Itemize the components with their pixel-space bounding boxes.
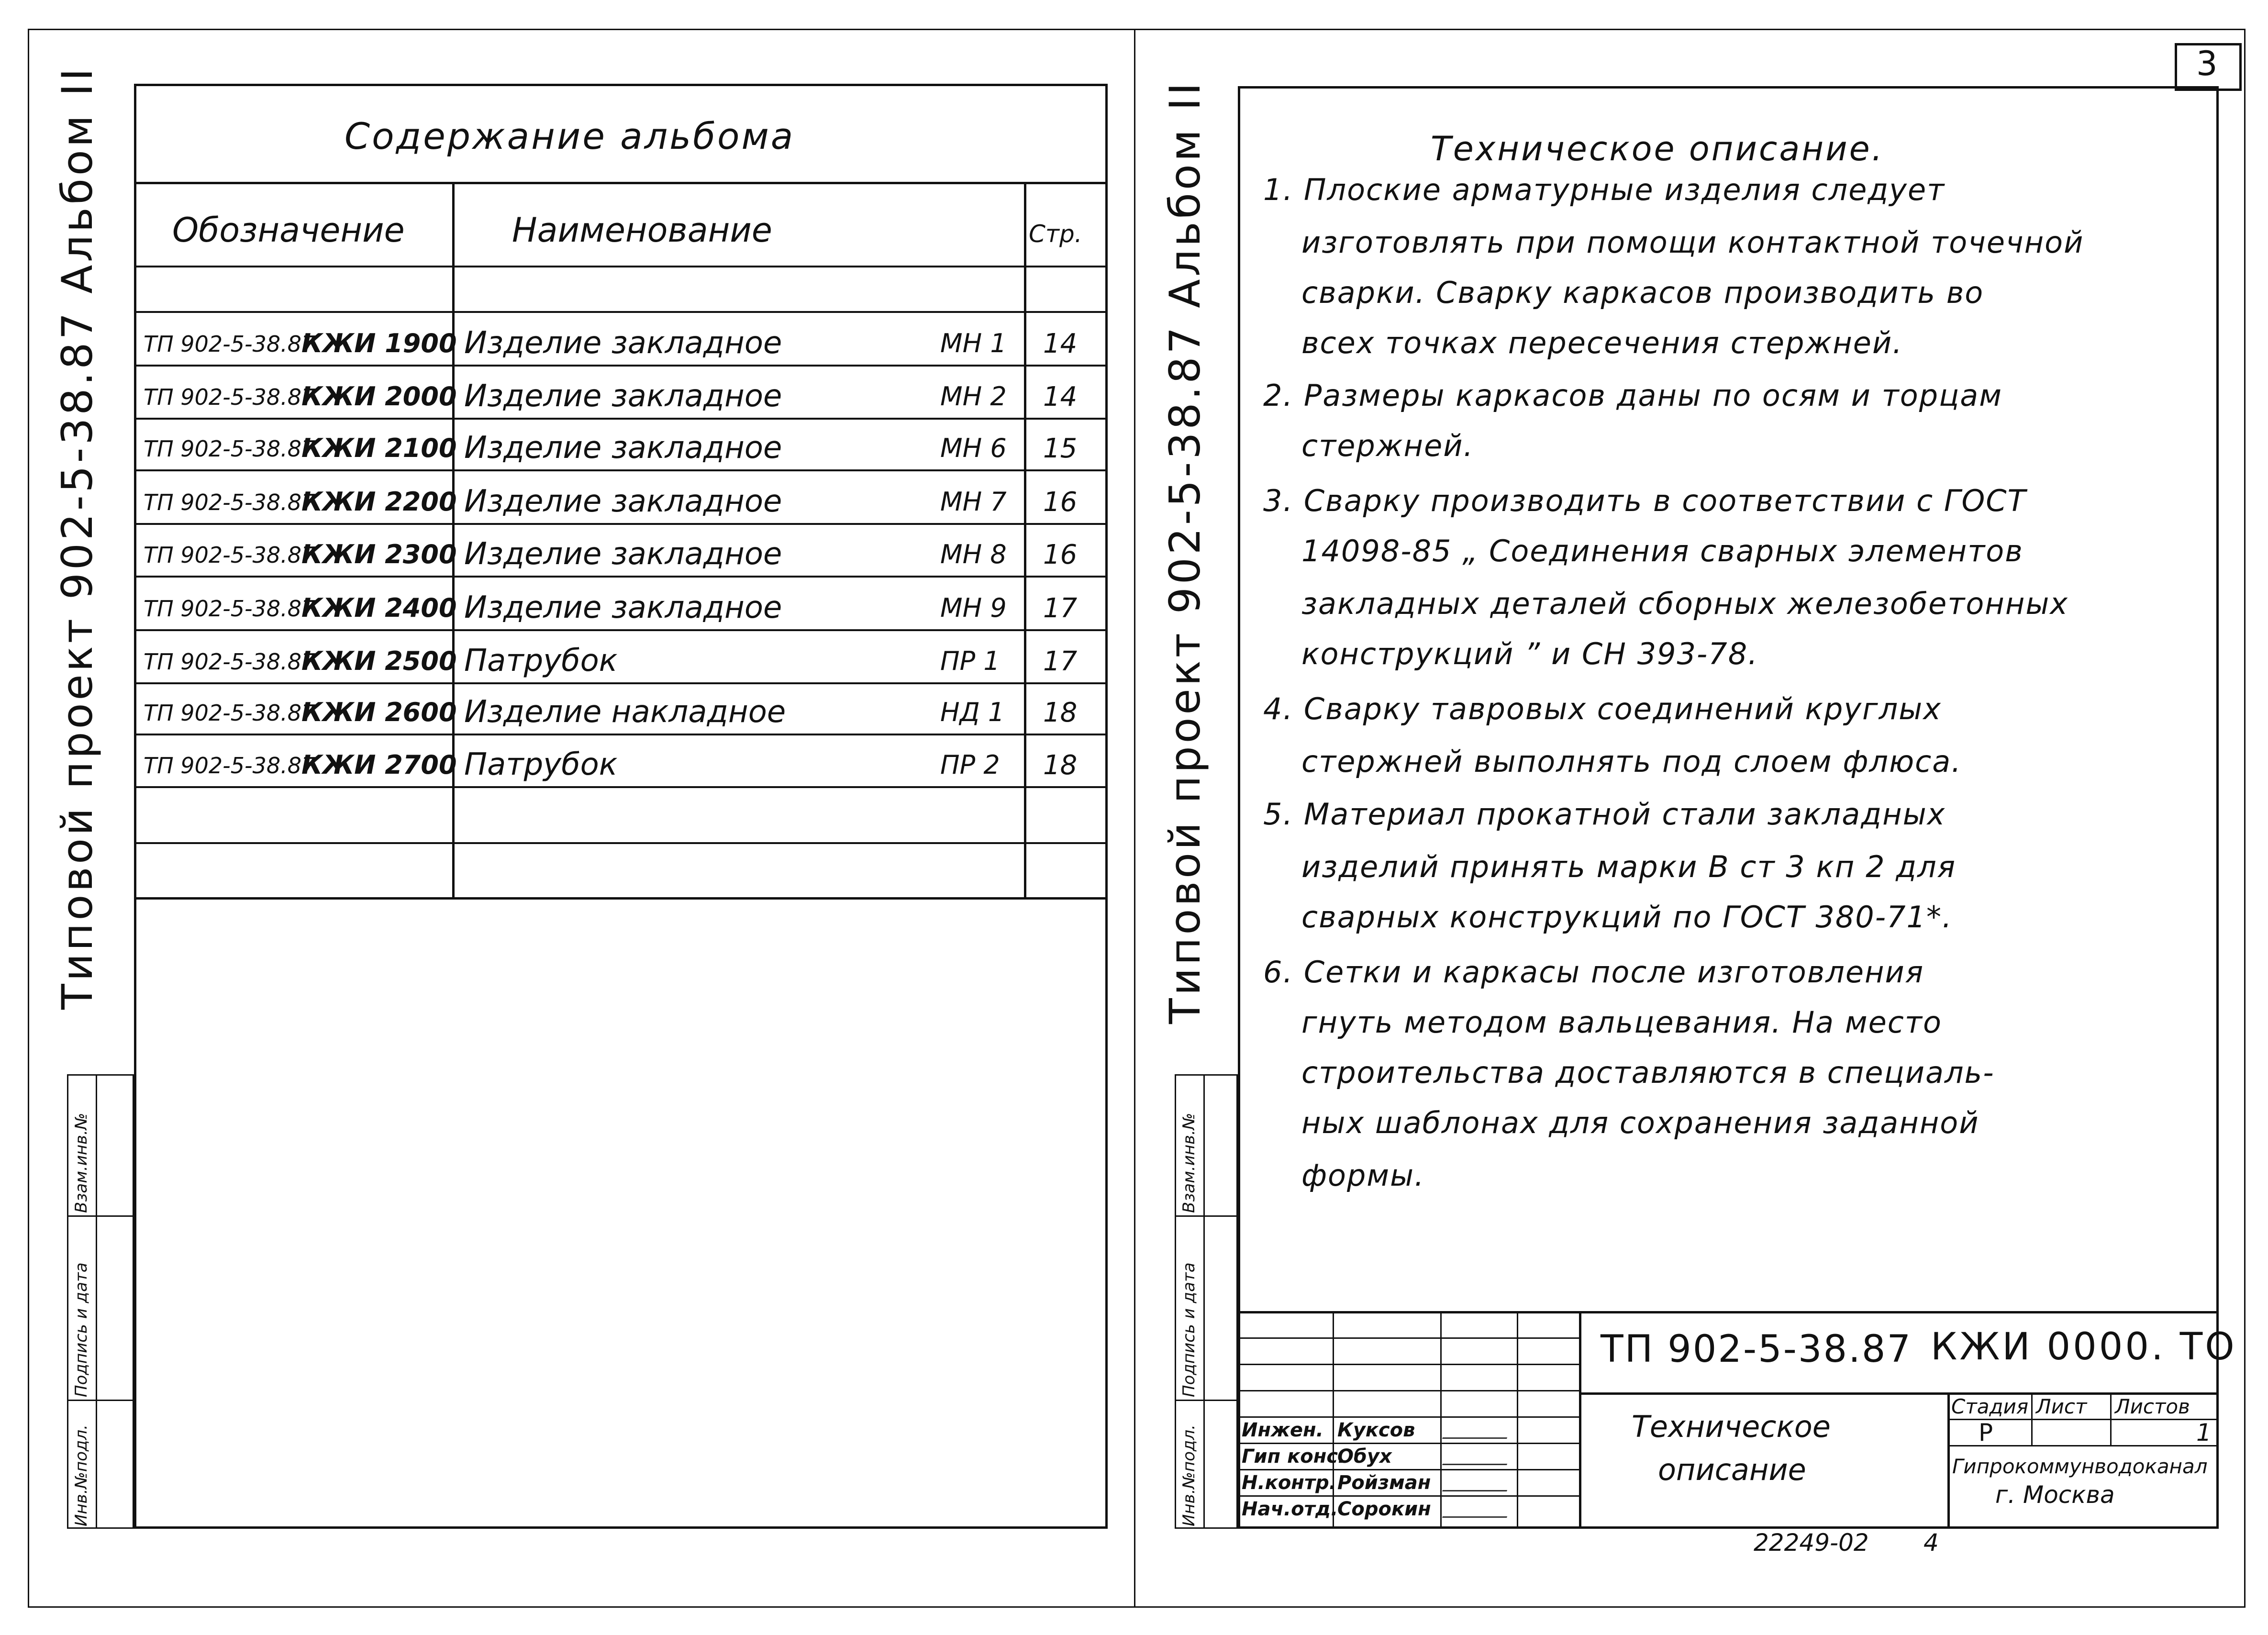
tb-row-rule xyxy=(1238,1469,1579,1470)
row-code: ТП 902-5-38.87 xyxy=(144,596,316,622)
row-rule xyxy=(134,682,1108,684)
row-rule xyxy=(134,418,1108,420)
contents-header-rule xyxy=(134,266,1108,267)
sheet-header: Лист xyxy=(2036,1395,2087,1418)
header-page: Стр. xyxy=(1029,220,1082,248)
staff-name: Ройзман xyxy=(1337,1472,1431,1494)
left-stamp-inv: Инв.№подл. xyxy=(72,1424,91,1526)
tech-line: строительства доставляются в специаль- xyxy=(1301,1055,1995,1090)
stage-value: Р xyxy=(1979,1419,1993,1446)
tech-line: закладных деталей сборных железобетонных xyxy=(1301,586,2068,621)
tech-line: ных шаблонах для сохранения заданной xyxy=(1301,1105,1979,1140)
row-page: 16 xyxy=(1043,487,1078,518)
row-rule xyxy=(134,365,1108,367)
left-sheet-frame xyxy=(134,84,1108,1529)
right-stamp-replacement: Взам.инв.№ xyxy=(1179,1112,1199,1213)
tech-line: гнуть методом вальцевания. На место xyxy=(1301,1005,1942,1040)
tech-line: 4. Сварку тавровых соединений круглых xyxy=(1263,691,1942,726)
right-stamp-sep-1 xyxy=(1175,1215,1238,1217)
row-mark: ПР 2 xyxy=(940,750,1000,780)
row-kzhi: КЖИ 2400 xyxy=(301,593,457,623)
staff-role: Н.контр. xyxy=(1242,1472,1336,1494)
row-rule xyxy=(134,523,1108,525)
right-stamp-signature: Подпись и дата xyxy=(1179,1262,1199,1397)
contents-title: Содержание альбома xyxy=(345,115,795,157)
left-stamp-signature: Подпись и дата xyxy=(72,1262,91,1397)
title-block-stage-sep-1 xyxy=(2031,1392,2033,1445)
row-name: Изделие закладное xyxy=(464,590,782,625)
row-mark: ПР 1 xyxy=(940,646,1000,676)
staff-role: Гип конс. xyxy=(1242,1446,1345,1468)
row-page: 17 xyxy=(1043,646,1078,677)
sheets-value: 1 xyxy=(2196,1419,2212,1446)
tech-line: изготовлять при помощи контактной точечной xyxy=(1301,225,2084,260)
org-city: г. Москва xyxy=(1995,1481,2115,1509)
row-code: ТП 902-5-38.87 xyxy=(144,331,316,357)
tech-line: формы. xyxy=(1301,1158,1425,1193)
row-page: 18 xyxy=(1043,750,1078,781)
tech-line: 5. Материал прокатной стали закладных xyxy=(1263,797,1946,832)
tech-line: сварки. Сварку каркасов производить во xyxy=(1301,275,1984,310)
doc-title-2: описание xyxy=(1658,1452,1806,1487)
row-kzhi: КЖИ 2700 xyxy=(301,750,457,780)
title-block-stage-sep-2 xyxy=(2110,1392,2112,1445)
contents-bottom-rule xyxy=(134,897,1108,900)
tech-line: 2. Размеры каркасов даны по осям и торцам xyxy=(1263,378,2003,413)
row-code: ТП 902-5-38.87 xyxy=(144,700,316,726)
row-name: Изделие накладное xyxy=(464,694,786,730)
row-rule xyxy=(134,734,1108,735)
row-page: 16 xyxy=(1043,539,1078,570)
tech-line: всех точках пересечения стержней. xyxy=(1301,325,1903,360)
sheet-divider xyxy=(1134,29,1135,1608)
row-mark: МН 8 xyxy=(940,539,1007,569)
tb-row-rule xyxy=(1238,1364,1579,1365)
row-code: ТП 902-5-38.87 xyxy=(144,649,316,675)
right-stamp-sep-2 xyxy=(1175,1400,1238,1401)
tech-line: 14098-85 „ Соединения сварных элементов xyxy=(1301,534,2023,568)
staff-name: Сорокин xyxy=(1337,1498,1431,1520)
title-block-doc: КЖИ 0000. ТО xyxy=(1931,1325,2237,1368)
left-stamp-replacement: Взам.инв.№ xyxy=(72,1112,91,1213)
tech-line: стержней выполнять под слоем флюса. xyxy=(1301,744,1962,779)
tb-row-rule xyxy=(1238,1337,1579,1339)
staff-signature xyxy=(1442,1423,1512,1439)
tech-line: 1. Плоские арматурные изделия следует xyxy=(1263,172,1946,207)
row-kzhi: КЖИ 2500 xyxy=(301,646,457,676)
row-page: 14 xyxy=(1043,381,1078,412)
sheets-header: Листов xyxy=(2115,1395,2190,1418)
row-kzhi: КЖИ 1900 xyxy=(301,328,457,358)
row-code: ТП 902-5-38.87 xyxy=(144,384,316,410)
header-name: Наименование xyxy=(512,211,772,250)
row-mark: НД 1 xyxy=(940,697,1005,727)
header-designation: Обозначение xyxy=(172,211,405,250)
right-stamp-divider xyxy=(1203,1074,1205,1529)
row-rule xyxy=(134,629,1108,631)
tb-row-rule xyxy=(1238,1443,1579,1444)
title-block-top-rule xyxy=(1238,1311,2219,1313)
row-page: 15 xyxy=(1043,433,1078,464)
footer-sheet: 4 xyxy=(1923,1529,1939,1557)
title-block-code: ТП 902-5-38.87 xyxy=(1601,1328,1912,1371)
row-mark: МН 1 xyxy=(940,328,1007,358)
row-page: 17 xyxy=(1043,593,1078,624)
tb-row-rule xyxy=(1238,1390,1579,1391)
tech-line: конструкций ” и СН 393-78. xyxy=(1301,636,1758,671)
left-stamp-sep-1 xyxy=(67,1215,134,1217)
title-block-org-sep xyxy=(1947,1392,1950,1529)
row-kzhi: КЖИ 2200 xyxy=(301,487,457,517)
row-name: Патрубок xyxy=(464,747,618,782)
tb-row-rule xyxy=(1238,1495,1579,1497)
page-number: 3 xyxy=(2196,44,2218,83)
staff-signature xyxy=(1442,1449,1512,1465)
footer-number: 22249-02 xyxy=(1754,1529,1869,1557)
staff-role: Инжен. xyxy=(1242,1419,1323,1441)
row-page: 18 xyxy=(1043,697,1078,728)
tb-row-rule xyxy=(1238,1416,1579,1418)
row-mark: МН 7 xyxy=(940,487,1007,517)
mark-col-sep xyxy=(1024,313,1026,787)
row-mark: МН 6 xyxy=(940,433,1007,463)
contents-empty-row-rule xyxy=(134,842,1108,844)
row-name: Изделие закладное xyxy=(464,536,782,572)
staff-name: Обух xyxy=(1337,1446,1392,1468)
tech-line: изделий принять марки В ст 3 кп 2 для xyxy=(1301,849,1957,884)
row-mark: МН 9 xyxy=(940,593,1007,623)
staff-name: Куксов xyxy=(1337,1419,1415,1441)
contents-title-rule xyxy=(134,182,1108,184)
left-stamp-divider xyxy=(96,1074,97,1529)
org-name: Гипрокоммунводоканал xyxy=(1952,1455,2208,1478)
staff-role: Нач.отд. xyxy=(1242,1498,1338,1520)
tech-line: стержней. xyxy=(1301,428,1474,463)
tech-title: Техническое описание. xyxy=(1431,129,1884,168)
row-rule xyxy=(134,786,1108,788)
row-kzhi: КЖИ 2300 xyxy=(301,539,457,569)
row-code: ТП 902-5-38.87 xyxy=(144,436,316,462)
row-code: ТП 902-5-38.87 xyxy=(144,489,316,515)
stage-header: Стадия xyxy=(1951,1395,2029,1418)
row-code: ТП 902-5-38.87 xyxy=(144,542,316,568)
staff-signature xyxy=(1442,1502,1512,1518)
row-code: ТП 902-5-38.87 xyxy=(144,753,316,779)
staff-signature xyxy=(1442,1476,1512,1491)
row-kzhi: КЖИ 2000 xyxy=(301,381,457,412)
row-name: Изделие закладное xyxy=(464,484,782,519)
doc-title-1: Техническое xyxy=(1632,1409,1831,1444)
row-kzhi: КЖИ 2600 xyxy=(301,697,457,727)
row-name: Изделие закладное xyxy=(464,378,782,414)
left-stamp-sep-2 xyxy=(67,1400,134,1401)
row-mark: МН 2 xyxy=(940,381,1007,412)
row-name: Изделие закладное xyxy=(464,430,782,466)
contents-blank-row-rule xyxy=(134,311,1108,313)
tech-line: 3. Сварку производить в соответствии с ГОСТ xyxy=(1263,483,2027,518)
row-rule xyxy=(134,576,1108,578)
tech-line: сварных конструкций по ГОСТ 380-71*. xyxy=(1301,900,1953,934)
row-page: 14 xyxy=(1043,328,1078,359)
row-name: Изделие закладное xyxy=(464,325,782,361)
row-rule xyxy=(134,469,1108,471)
row-kzhi: КЖИ 2100 xyxy=(301,433,457,463)
tech-line: 6. Сетки и каркасы после изготовления xyxy=(1263,955,1924,990)
row-name: Патрубок xyxy=(464,643,618,678)
title-block-main-sep xyxy=(1579,1311,1581,1529)
right-stamp-inv: Инв.№подл. xyxy=(1179,1424,1199,1526)
right-side-label: Типовой проект 902-5-38.87 Альбом II xyxy=(1160,80,1210,1024)
left-side-label: Типовой проект 902-5-38.87 Альбом II xyxy=(53,66,102,1010)
